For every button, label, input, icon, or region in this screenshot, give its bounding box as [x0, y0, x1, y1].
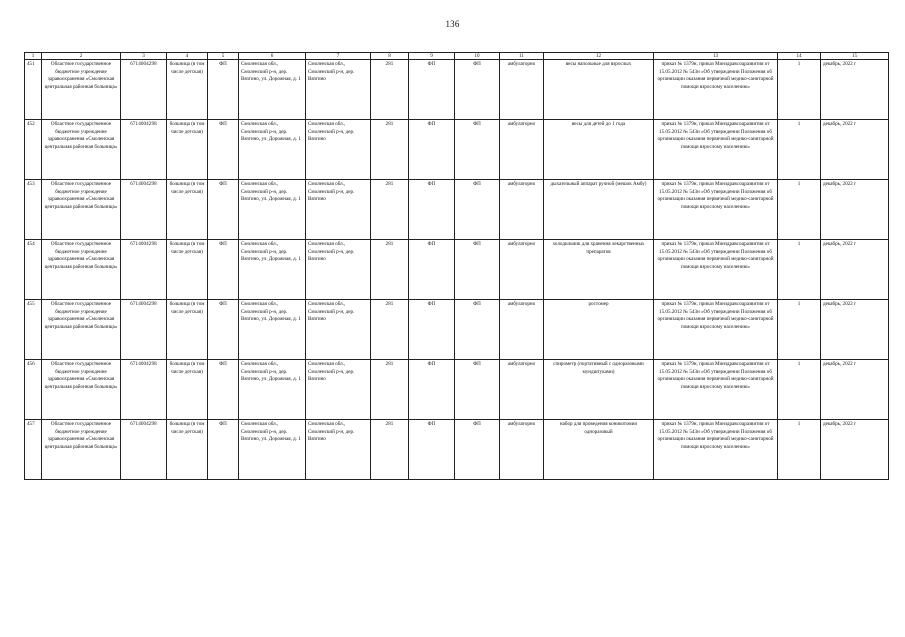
institution-type: больница (в том числе детская) — [167, 300, 208, 360]
settlement: Смоленская обл., Смоленский р-н, дер. Вязгино — [306, 120, 371, 180]
delivery-date: декабрь, 2022 г — [821, 120, 889, 180]
equipment-name: набор для проведения коникотомии одноразовый — [544, 420, 654, 480]
institution-type: больница (в том числе детская) — [167, 360, 208, 420]
unit-type-col10: ФП — [455, 420, 500, 480]
settlement: Смоленская обл., Смоленский р-н, дер. Вязгино — [306, 360, 371, 420]
unit-address: Смоленская обл., Смоленский р-н, дер. Вязгино, ул. Дорожная, д. 1 — [239, 60, 306, 120]
row-number: 453 — [25, 180, 42, 240]
column-number-11: 11 — [500, 53, 544, 60]
code-value: 281 — [371, 300, 409, 360]
care-conditions: амбулаторно — [500, 60, 544, 120]
code-value: 281 — [371, 360, 409, 420]
column-number-3: 3 — [121, 53, 167, 60]
table-row — [25, 60, 889, 120]
unit-address: Смоленская обл., Смоленский р-н, дер. Вязгино, ул. Дорожная, д. 1 — [239, 240, 306, 300]
unit-type: ФП — [208, 180, 239, 240]
inn-code: 6714004298 — [121, 360, 167, 420]
unit-type-col9: ФП — [409, 120, 455, 180]
unit-type-col9: ФП — [409, 180, 455, 240]
unit-type-col9: ФП — [409, 420, 455, 480]
unit-type-col9: ФП — [409, 60, 455, 120]
organization-name: Областное государственное бюджетное учреждение здравоохранения «Смоленская центральная районная больница» — [42, 180, 121, 240]
column-number-2: 2 — [42, 53, 121, 60]
organization-name: Областное государственное бюджетное учреждение здравоохранения «Смоленская центральная районная больница» — [42, 420, 121, 480]
unit-type: ФП — [208, 360, 239, 420]
column-number-4: 4 — [167, 53, 208, 60]
delivery-date: декабрь, 2022 г — [821, 180, 889, 240]
table-row — [25, 240, 889, 300]
code-value: 281 — [371, 180, 409, 240]
table-row — [25, 300, 889, 360]
column-number-1: 1 — [25, 53, 42, 60]
row-number: 454 — [25, 240, 42, 300]
unit-address: Смоленская обл., Смоленский р-н, дер. Вязгино, ул. Дорожная, д. 1 — [239, 300, 306, 360]
unit-type: ФП — [208, 120, 239, 180]
column-number-14: 14 — [778, 53, 821, 60]
regulatory-order: приказ № 1379н, приказ Минздравсоцразвития от 15.05.2012 № 543н «Об утверждении Положения об организации оказания первичной медико-санитарной помощи взрослому населению» — [654, 360, 778, 420]
inn-code: 6714004298 — [121, 120, 167, 180]
inn-code: 6714004298 — [121, 60, 167, 120]
column-number-9: 9 — [409, 53, 455, 60]
quantity: 1 — [778, 60, 821, 120]
page-number: 136 — [445, 19, 460, 29]
equipment-name: весы напольные для взрослых — [544, 60, 654, 120]
column-number-12: 12 — [544, 53, 654, 60]
delivery-date: декабрь, 2022 г — [821, 300, 889, 360]
delivery-date: декабрь, 2022 г — [821, 420, 889, 480]
unit-address: Смоленская обл., Смоленский р-н, дер. Вязгино, ул. Дорожная, д. 1 — [239, 420, 306, 480]
organization-name: Областное государственное бюджетное учреждение здравоохранения «Смоленская центральная районная больница» — [42, 300, 121, 360]
row-number: 452 — [25, 120, 42, 180]
quantity: 1 — [778, 120, 821, 180]
quantity: 1 — [778, 420, 821, 480]
row-number: 455 — [25, 300, 42, 360]
regulatory-order: приказ № 1379н, приказ Минздравсоцразвития от 15.05.2012 № 543н «Об утверждении Положения об организации оказания первичной медико-санитарной помощи взрослому населению» — [654, 120, 778, 180]
institution-type: больница (в том числе детская) — [167, 120, 208, 180]
code-value: 281 — [371, 420, 409, 480]
column-number-row — [25, 53, 889, 60]
organization-name: Областное государственное бюджетное учреждение здравоохранения «Смоленская центральная районная больница» — [42, 60, 121, 120]
institution-type: больница (в том числе детская) — [167, 60, 208, 120]
delivery-date: декабрь, 2022 г — [821, 60, 889, 120]
unit-type-col9: ФП — [409, 360, 455, 420]
unit-type-col10: ФП — [455, 360, 500, 420]
unit-type: ФП — [208, 300, 239, 360]
unit-type: ФП — [208, 420, 239, 480]
equipment-name: дыхательный аппарат ручной (мешок Амбу) — [544, 180, 654, 240]
care-conditions: амбулаторно — [500, 360, 544, 420]
regulatory-order: приказ № 1379н, приказ Минздравсоцразвития от 15.05.2012 № 543н «Об утверждении Положения об организации оказания первичной медико-санитарной помощи взрослому населению» — [654, 180, 778, 240]
unit-address: Смоленская обл., Смоленский р-н, дер. Вязгино, ул. Дорожная, д. 1 — [239, 360, 306, 420]
inn-code: 6714004298 — [121, 420, 167, 480]
care-conditions: амбулаторно — [500, 420, 544, 480]
care-conditions: амбулаторно — [500, 240, 544, 300]
inn-code: 6714004298 — [121, 180, 167, 240]
unit-type-col10: ФП — [455, 180, 500, 240]
row-number: 456 — [25, 360, 42, 420]
unit-address: Смоленская обл., Смоленский р-н, дер. Вязгино, ул. Дорожная, д. 1 — [239, 180, 306, 240]
column-number-8: 8 — [371, 53, 409, 60]
quantity: 1 — [778, 300, 821, 360]
organization-name: Областное государственное бюджетное учреждение здравоохранения «Смоленская центральная районная больница» — [42, 120, 121, 180]
settlement: Смоленская обл., Смоленский р-н, дер. Вязгино — [306, 240, 371, 300]
column-number-6: 6 — [239, 53, 306, 60]
care-conditions: амбулаторно — [500, 300, 544, 360]
unit-address: Смоленская обл., Смоленский р-н, дер. Вязгино, ул. Дорожная, д. 1 — [239, 120, 306, 180]
delivery-date: декабрь, 2022 г — [821, 360, 889, 420]
organization-name: Областное государственное бюджетное учреждение здравоохранения «Смоленская центральная районная больница» — [42, 360, 121, 420]
institution-type: больница (в том числе детская) — [167, 240, 208, 300]
institution-type: больница (в том числе детская) — [167, 180, 208, 240]
institution-type: больница (в том числе детская) — [167, 420, 208, 480]
settlement: Смоленская обл., Смоленский р-н, дер. Вязгино — [306, 300, 371, 360]
settlement: Смоленская обл., Смоленский р-н, дер. Вязгино — [306, 180, 371, 240]
regulatory-order: приказ № 1379н, приказ Минздравсоцразвития от 15.05.2012 № 543н «Об утверждении Положения об организации оказания первичной медико-санитарной помощи взрослому населению» — [654, 240, 778, 300]
unit-type-col9: ФП — [409, 240, 455, 300]
equipment-name: ростомер — [544, 300, 654, 360]
table-row — [25, 120, 889, 180]
column-number-7: 7 — [306, 53, 371, 60]
quantity: 1 — [778, 240, 821, 300]
code-value: 281 — [371, 240, 409, 300]
organization-name: Областное государственное бюджетное учреждение здравоохранения «Смоленская центральная районная больница» — [42, 240, 121, 300]
row-number: 457 — [25, 420, 42, 480]
unit-type: ФП — [208, 60, 239, 120]
row-number: 451 — [25, 60, 42, 120]
regulatory-order: приказ № 1379н, приказ Минздравсоцразвития от 15.05.2012 № 543н «Об утверждении Положения об организации оказания первичной медико-санитарной помощи взрослому населению» — [654, 60, 778, 120]
regulatory-order: приказ № 1379н, приказ Минздравсоцразвития от 15.05.2012 № 543н «Об утверждении Положения об организации оказания первичной медико-санитарной помощи взрослому населению» — [654, 420, 778, 480]
delivery-date: декабрь, 2022 г — [821, 240, 889, 300]
column-number-5: 5 — [208, 53, 239, 60]
quantity: 1 — [778, 360, 821, 420]
register-table — [24, 52, 889, 480]
column-number-10: 10 — [455, 53, 500, 60]
equipment-name: холодильник для хранения лекарственных препаратов — [544, 240, 654, 300]
unit-type-col10: ФП — [455, 60, 500, 120]
unit-type-col10: ФП — [455, 300, 500, 360]
care-conditions: амбулаторно — [500, 180, 544, 240]
table-row — [25, 360, 889, 420]
unit-type-col10: ФП — [455, 120, 500, 180]
unit-type: ФП — [208, 240, 239, 300]
equipment-name: спирометр (портативный с одноразовыми мундштуками) — [544, 360, 654, 420]
unit-type-col9: ФП — [409, 300, 455, 360]
column-number-15: 15 — [821, 53, 889, 60]
regulatory-order: приказ № 1379н, приказ Минздравсоцразвития от 15.05.2012 № 543н «Об утверждении Положения об организации оказания первичной медико-санитарной помощи взрослому населению» — [654, 300, 778, 360]
code-value: 281 — [371, 60, 409, 120]
unit-type-col10: ФП — [455, 240, 500, 300]
column-number-13: 13 — [654, 53, 778, 60]
care-conditions: амбулаторно — [500, 120, 544, 180]
quantity: 1 — [778, 180, 821, 240]
table-row — [25, 180, 889, 240]
inn-code: 6714004298 — [121, 300, 167, 360]
table-row — [25, 420, 889, 480]
equipment-name: весы для детей до 1 года — [544, 120, 654, 180]
inn-code: 6714004298 — [121, 240, 167, 300]
table-body — [25, 60, 889, 480]
settlement: Смоленская обл., Смоленский р-н, дер. Вязгино — [306, 60, 371, 120]
code-value: 281 — [371, 120, 409, 180]
settlement: Смоленская обл., Смоленский р-н, дер. Вязгино — [306, 420, 371, 480]
